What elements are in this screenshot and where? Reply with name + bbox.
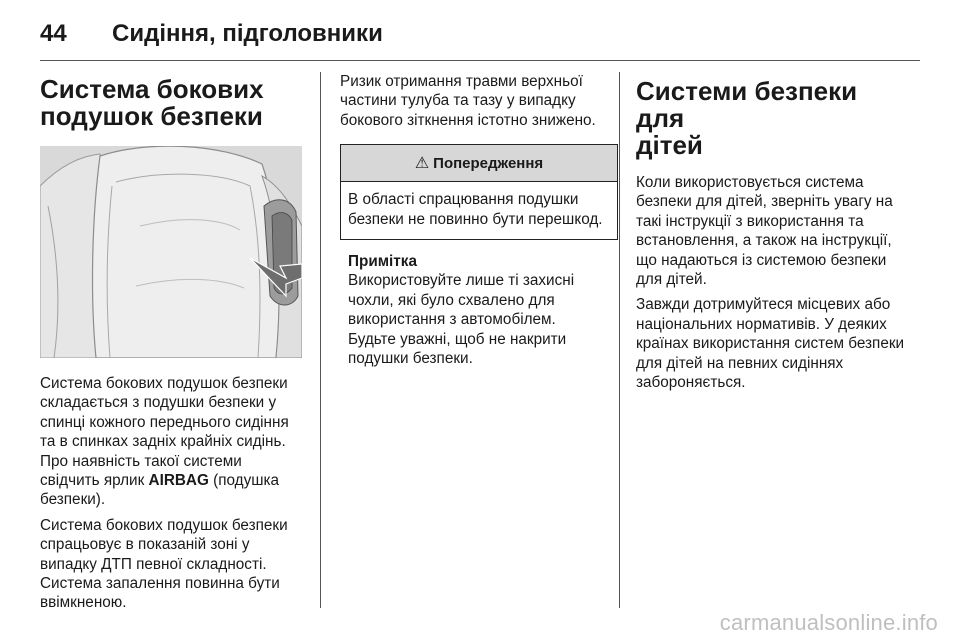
- seat-illustration-svg: [40, 146, 302, 358]
- heading-line: подушок безпеки: [40, 101, 263, 131]
- column-1: [40, 72, 304, 619]
- warning-box: [340, 144, 618, 240]
- text-run: (подушка безпеки).: [40, 472, 280, 509]
- paragraph: Система бокових подушок безпеки спрацьовує в показаній зоні у випадку ДТП певної складності. Система запалення повинна бути ввімкненою.: [40, 516, 288, 612]
- column-divider-1: [320, 72, 321, 608]
- header-rule: [40, 60, 920, 61]
- airbag-label-text: AIRBAG: [148, 472, 209, 490]
- warning-header: [341, 145, 617, 182]
- note-title: Примітка: [348, 253, 417, 271]
- watermark: carmanualsonline.info: [719, 610, 938, 635]
- note-block: [348, 252, 594, 368]
- column-3: [636, 72, 910, 398]
- column-2: [340, 72, 602, 368]
- child-restraint-heading: [636, 78, 910, 159]
- paragraph: Коли використовується система безпеки для дітей, зверніть увагу на такі інструкції з використання та встановлення, а також на інструкції, що надаються із системою безпеки для дітей.: [636, 174, 893, 289]
- warning-text: В області спрацювання подушки безпеки не повинно бути перешкод.: [348, 191, 603, 228]
- page-header: [40, 14, 383, 54]
- section-title: Сидіння, підголовники: [112, 20, 383, 47]
- text-run: Система бокових подушок безпеки складається з подушки безпеки у спинці кожного переднього сидіння та в спинках задніх крайніх сидінь. Про наявність такої системи свідчить ярлик: [40, 375, 289, 490]
- page-number: 44: [40, 20, 67, 47]
- warning-triangle-icon: ⚠: [414, 154, 430, 172]
- seat-airbag-illustration: [40, 146, 302, 358]
- note-text: Використовуйте лише ті захисні чохли, які було схвалено для використання з автомобілем. Будьте уважні, щоб не накрити подушки безпеки.: [348, 272, 575, 368]
- paragraph: Завжди дотримуйтеся місцевих або національних нормативів. У деяких країнах використання систем безпеки для дітей на певних сидіннях забороняється.: [636, 296, 905, 392]
- column-divider-2: [619, 72, 620, 608]
- paragraph: Ризик отримання травми верхньої частини тулуба та тазу у випадку бокового зіткнення істотно знижено.: [340, 73, 596, 129]
- warning-title: Попередження: [433, 154, 544, 172]
- heading-line: Система бокових: [40, 74, 264, 104]
- side-airbag-heading: [40, 76, 304, 130]
- heading-line: дітей: [636, 130, 703, 160]
- heading-line: Системи безпеки для: [636, 76, 858, 133]
- paragraph: [40, 374, 304, 510]
